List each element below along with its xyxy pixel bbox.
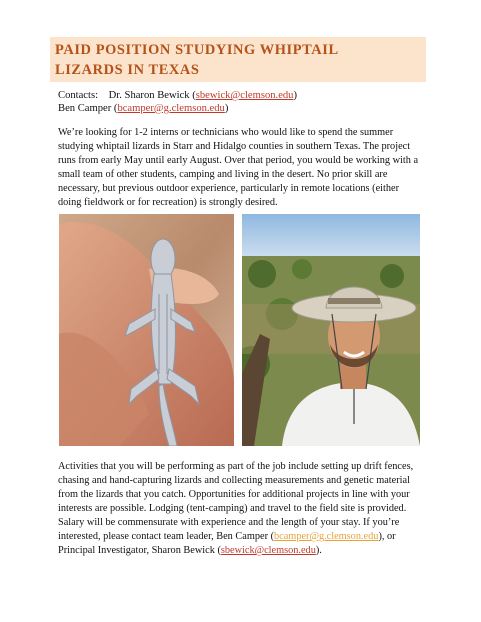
lizard-in-hand-photo xyxy=(59,214,234,446)
activities-text: Activities that you will be performing as part of the job include setting up drift fences, chasing and hand-capturing lizards and collecting measurements and genetic material from the lizards that you catch. Opportunities for additional projects in line with your interests are possible. Lodging (tent-camping) and travel to the field site is provided. Salary will be commensurate with experience and the length of your stay. If you’re interested, please contact team leader, Ben Camper ( xyxy=(58,461,414,542)
title-banner xyxy=(50,37,426,82)
activities-email-bewick[interactable]: sbewick@clemson.edu xyxy=(220,545,316,556)
contact-email-2[interactable]: bcamper@g.clemson.edu xyxy=(117,103,225,114)
contact-name-1: Dr. Sharon Bewick xyxy=(108,90,190,101)
contacts-block xyxy=(58,89,297,115)
lizard-in-hand-image xyxy=(59,214,234,446)
activities-email-camper[interactable]: bcamper@g.clemson.edu xyxy=(274,531,379,542)
contact-name-2: Ben Camper xyxy=(58,103,112,114)
field-researcher-image xyxy=(242,214,420,446)
title-line-1: PAID POSITION STUDYING WHIPTAIL xyxy=(55,42,339,58)
field-researcher-selfie-photo xyxy=(242,214,420,446)
intro-paragraph: We’re looking for 1-2 interns or technicians who would like to spend the summer studying whiptail lizards in Starr and Hidalgo counties in southern Texas. The project runs from early May until early August. Over that period, you would be working with a small team of other students, camping and living in the desert. No prior skill are necessary, but previous outdoor experience, particularly in remote locations (either doing fieldwork or for recreation) is strongly desired. xyxy=(58,127,419,208)
contact-row-1: Contacts: Dr. Sharon Bewick (sbewick@clemson.edu) xyxy=(58,90,298,101)
contact-row-2: Ben Camper (bcamper@g.clemson.edu) xyxy=(58,103,229,114)
contact-email-1[interactable]: sbewick@clemson.edu xyxy=(195,90,294,101)
page-title xyxy=(50,37,426,80)
activities-text-mid: ), or Principal Investigator, Sharon Bewick ( xyxy=(58,531,396,556)
activities-text-end: ). xyxy=(315,545,322,556)
activities-paragraph xyxy=(58,460,425,558)
contacts-label: Contacts: xyxy=(58,90,99,101)
title-line-2: LIZARDS IN TEXAS xyxy=(55,62,200,78)
